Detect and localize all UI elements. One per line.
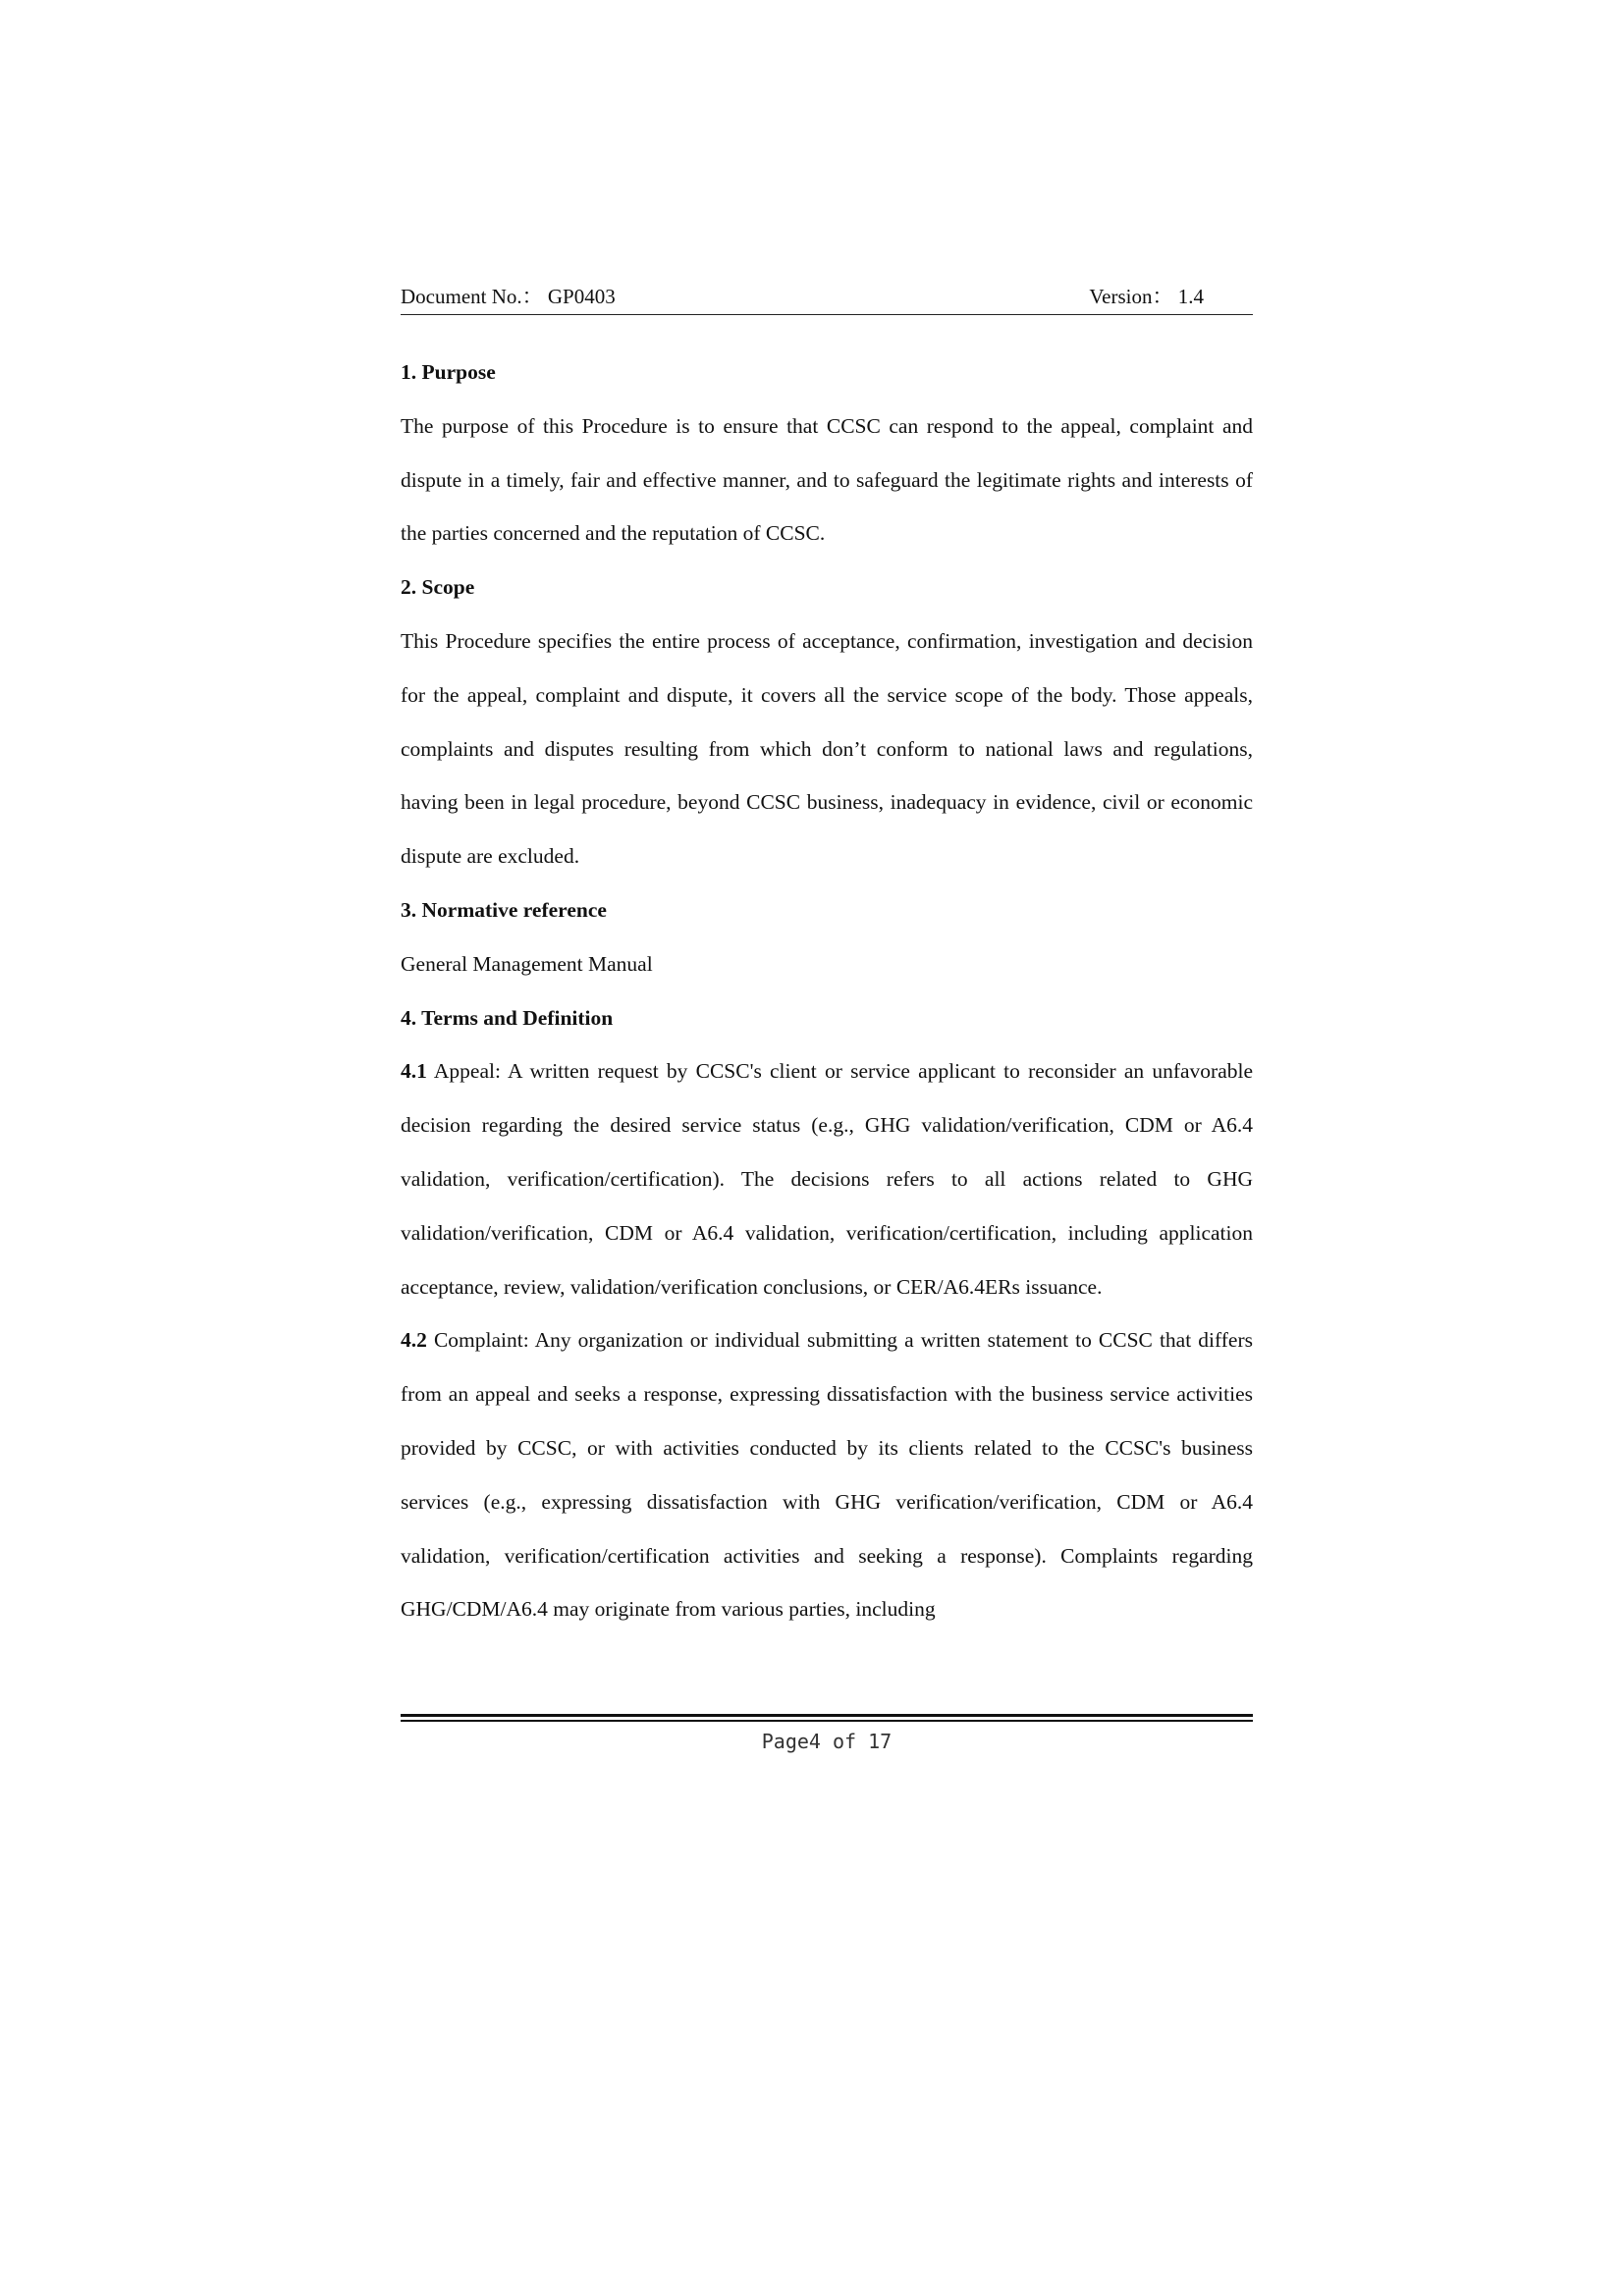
footer-divider — [401, 1714, 1253, 1722]
definition-complaint-text: Complaint: Any organization or individual submitting a written statement to CCSC that differs from an appeal and seeks a response, expressing dissatisfaction with the business service activities provided by CCSC, or with activities conducted by its clients related to the CCSC's business services (e.g., expressing dissatisfaction with GHG verification/verification, CDM or A6.4 validation, verification/certification activities and seeking a response). Complaints regarding GHG/CDM/A6.4 may originate from various parties, including — [401, 1328, 1253, 1622]
section-text-scope: This Procedure specifies the entire process of acceptance, confirmation, investigation and decision for the appeal, complaint and dispute, it covers all the service scope of the body. Those appeals, complaints and disputes resulting from which don’t conform to national laws and regulations, having been in legal procedure, beyond CCSC business, inadequacy in evidence, civil or economic dispute are excluded. — [401, 628, 1253, 869]
definition-appeal-text: Appeal: A written request by CCSC's client or service applicant to reconsider an unfavorable decision regarding the desired service status (e.g., GHG validation/verification, CDM or A6.4 validation, verification/certification). The decisions refers to all actions related to GHG validation/verification, CDM or A6.4 validation, verification/certification, including application acceptance, review, validation/verification conclusions, or CER/A6.4ERs issuance. — [401, 1059, 1253, 1299]
section-heading-terms: 4. Terms and Definition — [401, 1005, 614, 1030]
document-number: Document No.： GP0403 — [401, 285, 616, 308]
section-heading-normative: 3. Normative reference — [401, 897, 607, 922]
definition-complaint — [401, 1313, 1253, 1636]
definition-appeal — [401, 1044, 1253, 1313]
footer-divider-thin — [401, 1720, 1253, 1722]
definition-appeal-number: 4.1 — [401, 1059, 427, 1084]
definition-complaint-number: 4.2 — [401, 1328, 427, 1353]
document-body — [401, 346, 1253, 1636]
section-text-purpose: The purpose of this Procedure is to ensure that CCSC can respond to the appeal, complaint and dispute in a timely, fair and effective manner, and to safeguard the legitimate rights and interests of the parties concerned and the reputation of CCSC. — [401, 413, 1253, 546]
page-header — [401, 279, 1253, 315]
page-number: Page4 of 17 — [761, 1730, 893, 1753]
section-text-normative: General Management Manual — [401, 951, 653, 976]
section-heading-purpose: 1. Purpose — [401, 360, 496, 384]
footer-divider-thick — [401, 1714, 1253, 1717]
section-heading-scope: 2. Scope — [401, 575, 475, 600]
document-version: Version： 1.4 — [1089, 285, 1204, 308]
